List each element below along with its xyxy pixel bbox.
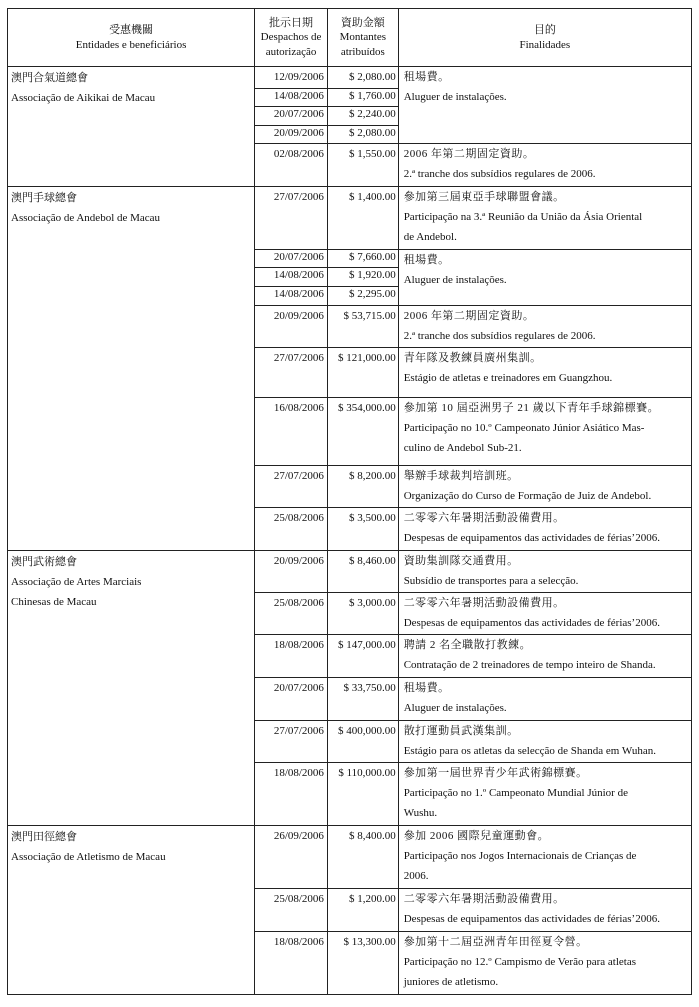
date-cell: 27/07/2006 <box>255 186 328 249</box>
purpose-pt: 2006. <box>403 870 429 883</box>
date-cell: 20/09/2006 <box>255 550 328 592</box>
amount-cell: $ 3,000.00 <box>327 592 398 634</box>
date-cell: 14/08/2006 <box>255 268 328 287</box>
header-amount-pt1: Montantes <box>339 31 387 44</box>
amount-cell: $ 354,000.00 <box>327 397 398 465</box>
amount-cell: $ 13,300.00 <box>327 931 398 994</box>
entity-name-zh: 澳門武術總會 <box>11 555 77 568</box>
purpose-pt: 2.ª tranche dos subsídios regulares de 2006. <box>403 329 596 342</box>
purpose-zh: 二零零六年暑期活動設備費用。 <box>403 893 565 906</box>
purpose-pt: Aluguer de instalações. <box>403 91 507 103</box>
table-row <box>8 826 692 889</box>
table-row <box>8 550 692 592</box>
date-cell: 20/09/2006 <box>255 305 328 347</box>
header-date-zh: 批示日期 <box>269 16 314 29</box>
amount-cell: $ 1,200.00 <box>327 889 398 931</box>
header-date <box>255 9 328 67</box>
purpose-pt: Despesas de equipamentos das actividades de férias’2006. <box>403 532 660 545</box>
purpose-pt: Participação no 1.º Campeonato Mundial Júnior de <box>403 787 628 800</box>
purpose-pt: culino de Andebol Sub-21. <box>403 441 522 454</box>
purpose-pt: Aluguer de instalações. <box>403 273 507 286</box>
entity-name-pt: Associação de Atletismo de Macau <box>11 851 166 864</box>
purpose-pt: Aluguer de instalações. <box>403 701 507 714</box>
table-body <box>8 67 692 995</box>
date-cell: 20/07/2006 <box>255 677 328 720</box>
date-cell: 16/08/2006 <box>255 397 328 465</box>
entity-name-pt: Associação de Andebol de Macau <box>11 211 161 224</box>
date-cell: 12/09/2006 <box>255 67 328 89</box>
purpose-zh: 租場費。 <box>403 253 450 266</box>
purpose-cell <box>398 249 691 305</box>
purpose-cell <box>398 67 691 144</box>
date-cell: 27/07/2006 <box>255 720 328 762</box>
purpose-zh: 資助集訓隊交通費用。 <box>403 554 519 567</box>
amount-cell: $ 8,200.00 <box>327 465 398 507</box>
purpose-pt: Participação no 10.º Campeonato Júnior Asiático Mas- <box>403 421 645 434</box>
purpose-pt: Organização do Curso de Formação de Juiz de Andebol. <box>403 489 652 502</box>
purpose-zh: 二零零六年暑期活動設備費用。 <box>403 596 565 609</box>
date-cell: 25/08/2006 <box>255 508 328 550</box>
date-cell: 20/07/2006 <box>255 249 328 268</box>
date-cell: 20/09/2006 <box>255 125 328 144</box>
date-cell: 18/08/2006 <box>255 931 328 994</box>
header-date-pt2: autorização <box>265 45 317 58</box>
amount-cell: $ 8,460.00 <box>327 550 398 592</box>
amount-cell: $ 400,000.00 <box>327 720 398 762</box>
purpose-pt: Participação nos Jogos Internacionais de Crianças de <box>403 850 637 863</box>
table-row <box>8 186 692 249</box>
purpose-pt: Wushu. <box>403 807 438 820</box>
amount-cell: $ 147,000.00 <box>327 635 398 677</box>
header-amount-pt2: atribuídos <box>340 45 385 58</box>
purpose-cell <box>398 348 691 398</box>
header-entity-pt: Entidades e beneficiários <box>75 38 187 51</box>
date-cell: 20/07/2006 <box>255 107 328 126</box>
table-row <box>8 67 692 89</box>
amount-cell: $ 1,920.00 <box>327 268 398 287</box>
date-cell: 27/07/2006 <box>255 348 328 398</box>
purpose-pt: Estágio de atletas e treinadores em Guangzhou. <box>403 372 613 384</box>
header-entity <box>8 9 255 67</box>
purpose-cell <box>398 826 691 889</box>
purpose-cell <box>398 305 691 347</box>
purpose-cell <box>398 635 691 677</box>
date-cell: 18/08/2006 <box>255 763 328 826</box>
entity-cell <box>8 826 255 995</box>
date-cell: 02/08/2006 <box>255 144 328 186</box>
purpose-cell <box>398 550 691 592</box>
header-entity-zh: 受惠機關 <box>109 24 154 36</box>
subsidy-document <box>7 8 692 995</box>
purpose-zh: 租場費。 <box>403 681 450 694</box>
purpose-pt: Participação na 3.ª Reunião da União da Ásia Oriental <box>403 210 643 223</box>
purpose-pt: Despesas de equipamentos das actividades de férias’2006. <box>403 913 660 926</box>
entity-name-pt: Associação de Aikikai de Macau <box>11 92 156 104</box>
entity-name-zh: 澳門田徑總會 <box>11 831 77 844</box>
entity-cell <box>8 67 255 187</box>
purpose-cell <box>398 397 691 465</box>
purpose-pt: Participação no 12.º Campismo de Verão para atletas <box>403 955 636 968</box>
purpose-cell <box>398 186 691 249</box>
purpose-zh: 青年隊及教練員廣州集訓。 <box>403 352 542 364</box>
amount-cell: $ 121,000.00 <box>327 348 398 398</box>
purpose-cell <box>398 763 691 826</box>
purpose-cell <box>398 508 691 550</box>
entity-name-zh: 澳門合氣道總會 <box>11 72 88 84</box>
entity-name-pt: Chinesas de Macau <box>11 595 97 608</box>
date-cell: 26/09/2006 <box>255 826 328 889</box>
purpose-zh: 參加第一屆世界青少年武術錦標賽。 <box>403 767 588 780</box>
amount-cell: $ 33,750.00 <box>327 677 398 720</box>
entity-cell <box>8 550 255 826</box>
date-cell: 18/08/2006 <box>255 635 328 677</box>
purpose-zh: 參加 2006 國際兒童運動會。 <box>403 830 550 843</box>
amount-cell: $ 2,240.00 <box>327 107 398 126</box>
entity-name-zh: 澳門手球總會 <box>11 191 77 204</box>
date-cell: 14/08/2006 <box>255 88 328 107</box>
header-purpose-zh: 目的 <box>533 24 556 36</box>
amount-cell: $ 8,400.00 <box>327 826 398 889</box>
table-header-row <box>8 9 692 67</box>
purpose-zh: 租場費。 <box>403 71 450 83</box>
date-cell: 25/08/2006 <box>255 592 328 634</box>
entity-cell <box>8 186 255 550</box>
purpose-cell <box>398 931 691 994</box>
purpose-cell <box>398 144 691 186</box>
purpose-zh: 聘請 2 名全職散打教練。 <box>403 639 532 652</box>
purpose-zh: 二零零六年暑期活動設備費用。 <box>403 512 565 525</box>
purpose-zh: 參加第三屆東亞手球聯盟會議。 <box>403 190 565 203</box>
date-cell: 14/08/2006 <box>255 287 328 306</box>
purpose-zh: 2006 年第二期固定資助。 <box>403 309 535 322</box>
amount-cell: $ 7,660.00 <box>327 249 398 268</box>
purpose-pt: juniores de atletismo. <box>403 975 499 988</box>
amount-cell: $ 2,295.00 <box>327 287 398 306</box>
purpose-zh: 參加第十二屆亞洲青年田徑夏令營。 <box>403 935 588 948</box>
purpose-pt: Despesas de equipamentos das actividades de férias’2006. <box>403 616 660 629</box>
amount-cell: $ 2,080.00 <box>327 125 398 144</box>
amount-cell: $ 3,500.00 <box>327 508 398 550</box>
purpose-pt: Contratação de 2 treinadores de tempo inteiro de Shanda. <box>403 659 656 672</box>
amount-cell: $ 1,760.00 <box>327 88 398 107</box>
amount-cell: $ 1,550.00 <box>327 144 398 186</box>
date-cell: 27/07/2006 <box>255 465 328 507</box>
header-amount <box>327 9 398 67</box>
purpose-cell <box>398 677 691 720</box>
purpose-cell <box>398 465 691 507</box>
purpose-pt: Estágio para os atletas da selecção de Shanda em Wuhan. <box>403 744 656 757</box>
purpose-zh: 舉辦手球裁判培訓班。 <box>403 469 519 482</box>
purpose-pt: Subsídio de transportes para a selecção. <box>403 574 579 587</box>
purpose-zh: 參加第 10 屆亞洲男子 21 歲以下青年手球錦標賽。 <box>403 401 660 414</box>
purpose-cell <box>398 889 691 931</box>
purpose-zh: 散打運動員武漢集訓。 <box>403 724 519 737</box>
header-date-pt1: Despachos de <box>260 31 322 44</box>
purpose-pt: de Andebol. <box>403 230 457 243</box>
amount-cell: $ 110,000.00 <box>327 763 398 826</box>
amount-cell: $ 53,715.00 <box>327 305 398 347</box>
header-purpose-pt: Finalidades <box>519 38 571 51</box>
date-cell: 25/08/2006 <box>255 889 328 931</box>
entity-name-pt: Associação de Artes Marciais <box>11 575 142 588</box>
subsidy-table <box>7 8 692 995</box>
amount-cell: $ 2,080.00 <box>327 67 398 89</box>
header-purpose <box>398 9 691 67</box>
purpose-pt: 2.ª tranche dos subsídios regulares de 2006. <box>403 168 596 181</box>
purpose-zh: 2006 年第二期固定資助。 <box>403 148 535 161</box>
amount-cell: $ 1,400.00 <box>327 186 398 249</box>
header-amount-zh: 資助金額 <box>340 16 385 29</box>
purpose-cell <box>398 592 691 634</box>
purpose-cell <box>398 720 691 762</box>
